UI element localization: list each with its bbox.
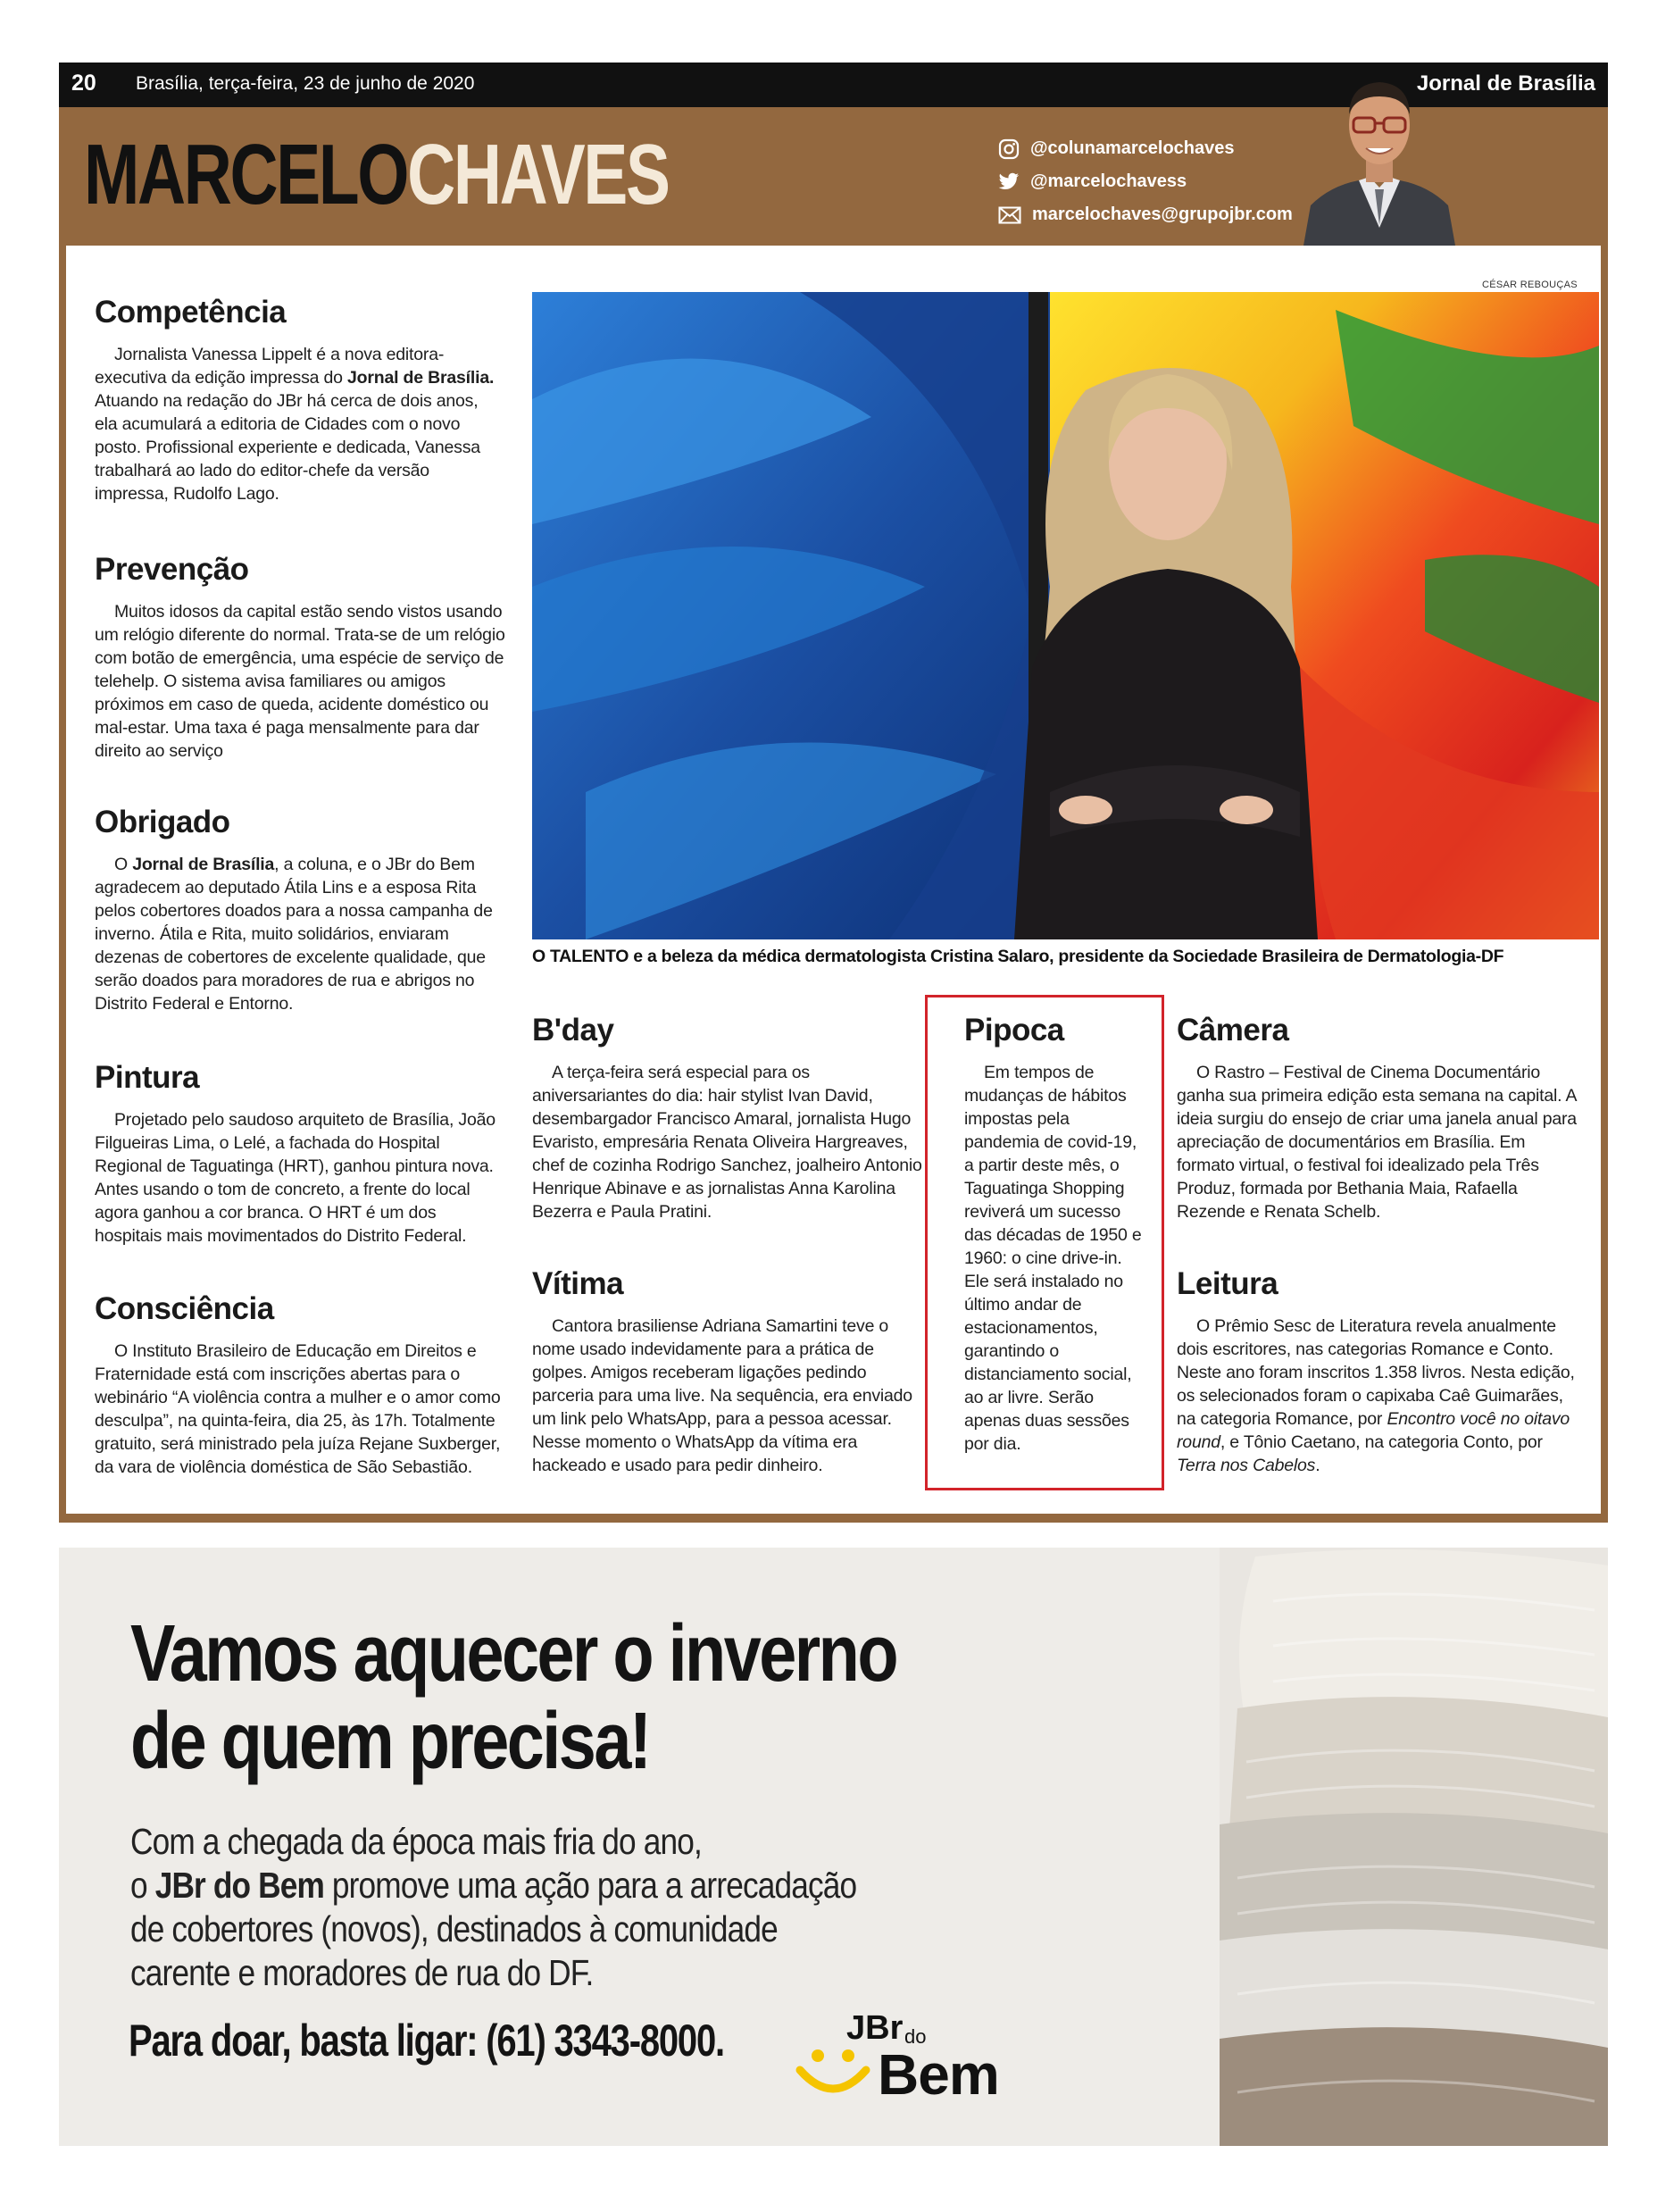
instagram-icon bbox=[998, 138, 1020, 160]
section-text: Muitos idosos da capital estão sendo vistos usando um relógio diferente do normal. Trata-se de um relógio com botão de emergência, uma espécie de serviço de telehelp. O sistema avisa familiares ou amigos próximos em caso de queda, acidente doméstico ou mal-estar. Uma taxa é paga mensalmente para dar direito ao serviço bbox=[95, 602, 505, 761]
section-title: Pipoca bbox=[964, 1013, 1064, 1048]
columnist-first-name: MARCELO bbox=[84, 127, 408, 222]
section-prevencao bbox=[95, 552, 505, 763]
section-obrigado bbox=[95, 805, 505, 1015]
mail-icon bbox=[998, 206, 1021, 224]
instagram-link[interactable] bbox=[998, 132, 1293, 165]
section-consciencia bbox=[95, 1291, 505, 1479]
ad-headline: Vamos aquecer o inverno de quem precisa! bbox=[130, 1609, 896, 1786]
section-text: Em tempos de mudanças de hábitos impostas pela pandemia de covid-19, a partir deste mês, o Taguatinga Shopping reviverá um sucesso das décadas de 1950 e 1960: o cine drive-in. Ele será instalado no último andar de estacionamentos, garantindo o distanciamento social, ao ar livre. Serão apenas duas sessões por dia. bbox=[964, 1063, 1142, 1454]
feature-photo bbox=[532, 292, 1599, 939]
section-title: Competência bbox=[95, 295, 287, 330]
ad-body: Com a chegada da época mais fria do ano, o JBr do Bem promove uma ação para a arrecadação de cobertores (novos), destinados à comunidade carente e moradores de rua do DF. bbox=[130, 1821, 857, 1993]
section-text: A terça-feira será especial para os aniversariantes do dia: hair stylist Ivan David, desembargador Francisco Amaral, jornalista Hugo Evaristo, empresária Renata Oliveira Hargreaves, chef de cozinha Rodrigo Sanchez, joalheiro Antonio Henrique Abinave e as jornalistas Anna Karolina Bezerra e Paula Pratini. bbox=[532, 1063, 922, 1222]
photo-credit: CÉSAR REBOUÇAS bbox=[1482, 280, 1578, 290]
jbr-do-bem-logo bbox=[793, 2009, 1025, 2108]
twitter-icon bbox=[998, 172, 1020, 192]
section-leitura bbox=[1177, 1266, 1580, 1477]
section-text: O Prêmio Sesc de Literatura revela anualmente dois escritores, nas categorias Romance e Conto. Neste ano foram inscritos 1.358 livros. Nesta edição, os selecionados foram o capixaba Caê Guimarães, na categoria Romance, por Encontro você no oitavo round, e Tônio Caetano, na categoria Conto, por Terra nos Cabelos. bbox=[1177, 1316, 1575, 1475]
section-title: Leitura bbox=[1177, 1266, 1278, 1301]
section-competencia bbox=[95, 295, 505, 505]
campaign-ad bbox=[59, 1548, 1608, 2146]
twitter-link[interactable] bbox=[998, 165, 1293, 198]
email-link[interactable] bbox=[998, 198, 1293, 231]
section-text: Cantora brasiliense Adriana Samartini teve o nome usado indevidamente para a prática de golpes. Amigos receberam ligações pedindo parceria para uma live. Na sequência, era enviado um link pelo WhatsApp, para a pessoa acessar. Nesse momento o WhatsApp da vítima era hackeado e usado para pedir dinheiro. bbox=[532, 1316, 912, 1475]
page-number: 20 bbox=[71, 71, 96, 96]
section-text: O Rastro – Festival de Cinema Documentário ganha sua primeira edição esta semana na capital. A ideia surgiu do ensejo de criar uma janela anual para apreciação de documentários em Brasília. Em formato virtual, o festival foi idealizado pela Três Produz, formada por Bethania Maia, Rafaella Rezende e Renata Schelb. bbox=[1177, 1063, 1577, 1222]
logo-do: do bbox=[904, 2025, 927, 2048]
section-text: O Instituto Brasileiro de Educação em Direitos e Fraternidade está com inscrições abertas para o webinário “A violência contra a mulher e o amor como desculpa”, na quinta-feira, dia 25, às 17h. Totalmente gratuito, será ministrado pela juíza Rejane Suxberger, da vara de violência doméstica de São Sebastião. bbox=[95, 1341, 501, 1477]
section-title: Prevenção bbox=[95, 552, 249, 587]
dateline: Brasília, terça-feira, 23 de junho de 2020 bbox=[136, 73, 475, 94]
columnist-portrait bbox=[1303, 71, 1455, 246]
section-title: Pintura bbox=[95, 1060, 200, 1095]
social-links bbox=[998, 132, 1293, 231]
section-text: Jornalista Vanessa Lippelt é a nova editora-executiva da edição impressa do Jornal de Brasília. Atuando na redação do JBr há cerca de dois anos, ela acumulará a editoria de Cidades com o novo posto. Profissional experiente e dedicada, Vanessa trabalhará ao lado do editor-chefe da versão impressa, Rudolfo Lago. bbox=[95, 345, 495, 504]
columnist-last-name: CHAVES bbox=[407, 127, 669, 222]
twitter-handle: @marcelochavess bbox=[1030, 171, 1187, 191]
section-pipoca bbox=[964, 1013, 1147, 1456]
folded-sweaters-image bbox=[1220, 1548, 1608, 2146]
section-title: Consciência bbox=[95, 1291, 274, 1326]
ad-call-to-action: Para doar, basta ligar: (61) 3343-8000. bbox=[129, 2016, 724, 2066]
smile-icon bbox=[793, 2045, 873, 2099]
columnist-name bbox=[84, 127, 669, 222]
logo-bem: Bem bbox=[878, 2042, 999, 2107]
section-title: Vítima bbox=[532, 1266, 624, 1301]
section-title: Obrigado bbox=[95, 805, 230, 839]
section-title: Câmera bbox=[1177, 1013, 1289, 1048]
logo-jbr: JBr bbox=[846, 2009, 904, 2047]
instagram-handle: @colunamarcelochaves bbox=[1030, 138, 1235, 158]
newspaper-name: Jornal de Brasília bbox=[1416, 71, 1595, 96]
section-bday bbox=[532, 1013, 925, 1223]
section-pintura bbox=[95, 1060, 505, 1248]
section-text: O Jornal de Brasília, a coluna, e o JBr do Bem agradecem ao deputado Átila Lins e a esposa Rita pelos cobertores doados para a nossa campanha de inverno. Átila e Rita, muito solidários, enviaram dezenas de cobertores de excelente qualidade, que serão doados para moradores de rua e abrigos no Distrito Federal e Entorno. bbox=[95, 855, 493, 1014]
section-vitima bbox=[532, 1266, 925, 1477]
photo-caption: O TALENTO e a beleza da médica dermatologista Cristina Salaro, presidente da Sociedade Brasileira de Dermatologia-DF bbox=[532, 947, 1504, 966]
section-title: B'day bbox=[532, 1013, 614, 1048]
section-camera bbox=[1177, 1013, 1580, 1223]
section-text: Projetado pelo saudoso arquiteto de Brasília, João Filgueiras Lima, o Lelé, a fachada do Hospital Regional de Taguatinga (HRT), ganhou pintura nova. Antes usando o tom de concreto, a frente do local agora ganhou a cor branca. O HRT é um dos hospitais mais movimentados do Distrito Federal. bbox=[95, 1110, 496, 1246]
email-address: marcelochaves@grupojbr.com bbox=[1032, 205, 1293, 224]
